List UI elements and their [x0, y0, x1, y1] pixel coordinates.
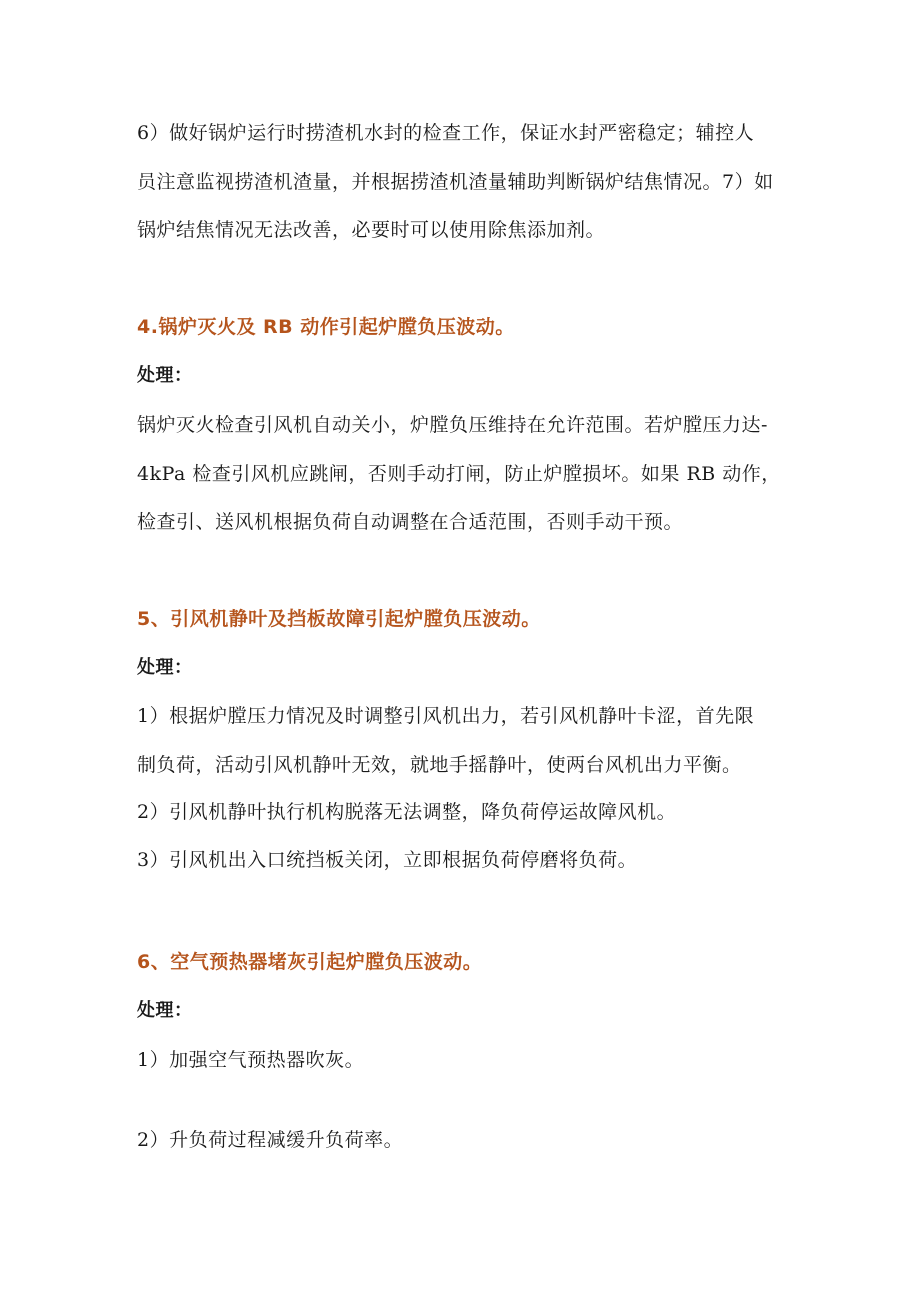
paragraph-line: 4kPa 检查引风机应跳闸，否则手动打闸，防止炉膛损坏。如果 RB 动作， [137, 463, 781, 485]
paragraph-line: 6）做好锅炉运行时捞渣机水封的检查工作，保证水封严密稳定；辅控人 [137, 122, 755, 144]
paragraph-line: 2）引风机静叶执行机构脱落无法调整，降负荷停运故障风机。 [137, 801, 677, 823]
section-heading-5: 5、引风机静叶及挡板故障引起炉膛负压波动。 [137, 608, 541, 630]
section-4-label: 处理： [137, 365, 193, 386]
paragraph-line: 员注意监视捞渣机渣量，并根据捞渣机渣量辅助判断锅炉结焦情况。7）如 [137, 171, 774, 193]
paragraph-line: 1）加强空气预热器吹灰。 [137, 1049, 365, 1071]
section-6-label: 处理： [137, 1000, 193, 1021]
paragraph-line: 1）根据炉膛压力情况及时调整引风机出力，若引风机静叶卡涩，首先限 [137, 705, 755, 727]
paragraph-line: 检查引、送风机根据负荷自动调整在合适范围，否则手动干预。 [137, 511, 684, 533]
paragraph-line: 锅炉结焦情况无法改善，必要时可以使用除焦添加剂。 [137, 219, 606, 241]
paragraph-line: 3）引风机出入口统挡板关闭，立即根据负荷停磨将负荷。 [137, 849, 638, 871]
section-heading-6: 6、空气预热器堵灰引起炉膛负压波动。 [137, 951, 483, 973]
paragraph-line: 2）升负荷过程减缓升负荷率。 [137, 1129, 404, 1151]
section-5-label: 处理： [137, 657, 193, 678]
section-heading-4: 4.锅炉灭火及 RB 动作引起炉膛负压波动。 [137, 316, 515, 338]
paragraph-line: 制负荷，活动引风机静叶无效，就地手摇静叶，使两台风机出力平衡。 [137, 754, 742, 776]
paragraph-line: 锅炉灭火检查引风机自动关小，炉膛负压维持在允许范围。若炉膛压力达- [137, 414, 768, 436]
